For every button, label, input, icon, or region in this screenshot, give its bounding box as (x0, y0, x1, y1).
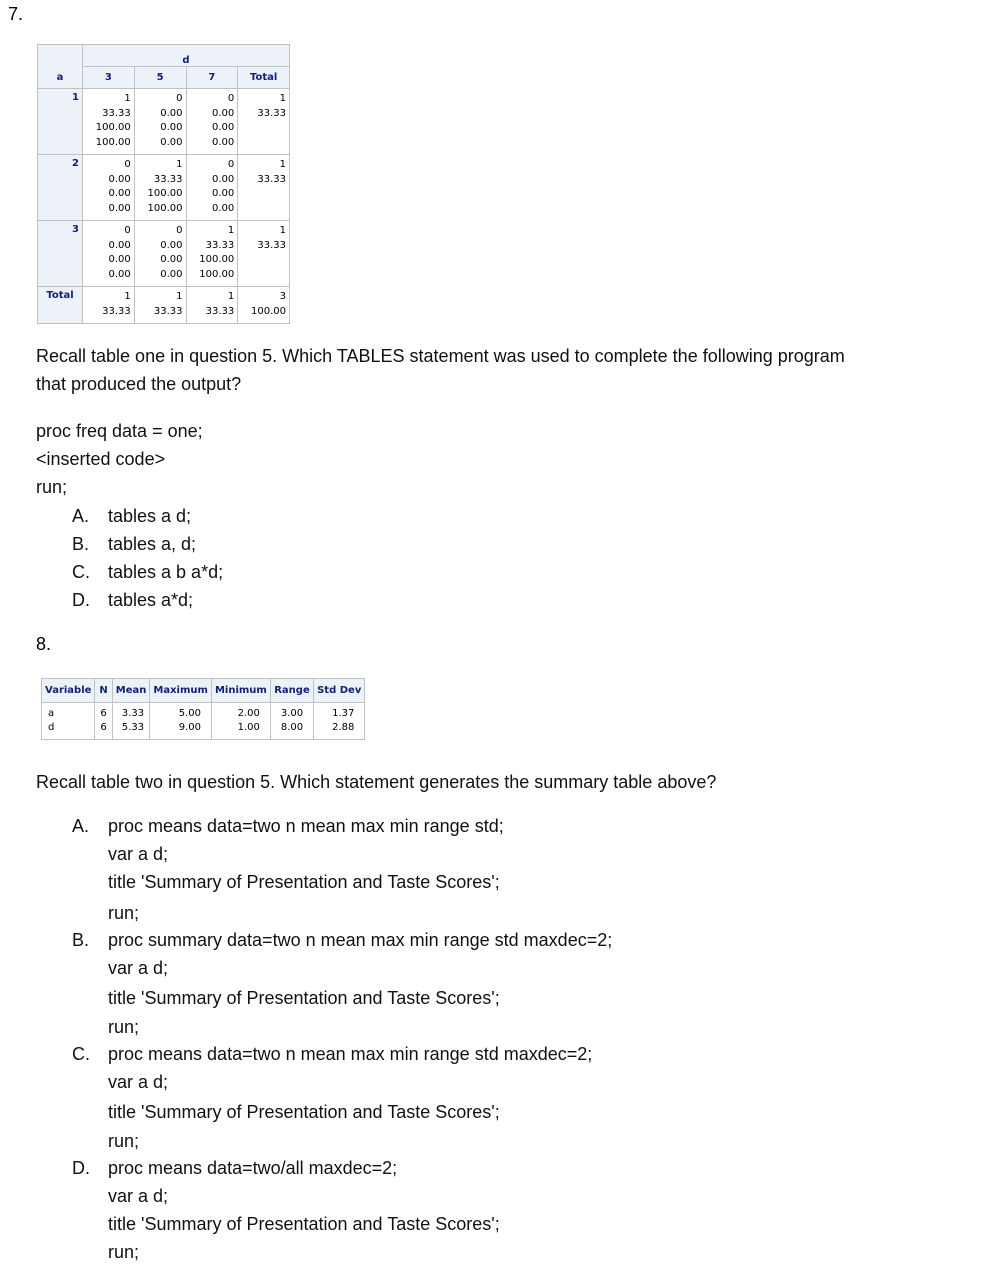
min-cell: 2.00 1.00 (211, 703, 270, 740)
cell: 1 33.33 (238, 89, 290, 155)
code-line: proc freq data = one; (36, 421, 203, 441)
question-7-text: Recall table one in question 5. Which TABLES statement was used to complete the following program that produced the output? (36, 346, 845, 394)
corner-cell (38, 45, 83, 67)
summary-header: Maximum (150, 679, 212, 703)
cell: 0 0.00 0.00 0.00 (83, 155, 135, 221)
question-7-number: 7. (8, 4, 24, 24)
row-label-2: 2 (38, 155, 83, 221)
cell: 0 0.00 0.00 0.00 (83, 221, 135, 287)
question-7-code (36, 417, 203, 501)
crosstab-row-2 (38, 155, 290, 221)
summary-header: Std Dev (314, 679, 365, 703)
max-cell: 5.00 9.00 (150, 703, 212, 740)
cell: 1 33.33 100.00 100.00 (83, 89, 135, 155)
cell: 0 0.00 0.00 0.00 (186, 89, 238, 155)
row-label-1: 1 (38, 89, 83, 155)
cell: 0 0.00 0.00 0.00 (186, 155, 238, 221)
range-cell: 3.00 8.00 (270, 703, 313, 740)
crosstab-row-3 (38, 221, 290, 287)
col-var-header: d (83, 45, 290, 67)
code-line: <inserted code> (36, 449, 166, 469)
cell: 0 0.00 0.00 0.00 (134, 221, 186, 287)
cell: 1 33.33 (238, 221, 290, 287)
row-label-total: Total (38, 287, 83, 324)
code-line: run; (36, 477, 68, 497)
col-header-total: Total (238, 67, 290, 89)
crosstab-table (37, 44, 290, 324)
cell: 1 33.33 (134, 287, 186, 324)
col-header-3: 3 (83, 67, 135, 89)
cell: 1 33.33 100.00 100.00 (186, 221, 238, 287)
row-var-header: a (38, 67, 83, 89)
variable-cell: a d (42, 703, 95, 740)
summary-header: Range (270, 679, 313, 703)
question-8-text: Recall table two in question 5. Which statement generates the summary table above? (36, 772, 717, 792)
col-header-5: 5 (134, 67, 186, 89)
cell: 1 33.33 (238, 155, 290, 221)
cell: 0 0.00 0.00 0.00 (134, 89, 186, 155)
n-cell: 6 6 (95, 703, 112, 740)
question-8-number: 8. (36, 634, 52, 654)
stddev-cell: 1.37 2.88 (314, 703, 365, 740)
cell: 1 33.33 100.00 100.00 (134, 155, 186, 221)
summary-header: Mean (112, 679, 150, 703)
crosstab-row-1 (38, 89, 290, 155)
row-label-3: 3 (38, 221, 83, 287)
crosstab-row-total (38, 287, 290, 324)
cell: 1 33.33 (186, 287, 238, 324)
summary-table (41, 678, 365, 740)
cell: 3 100.00 (238, 287, 290, 324)
mean-cell: 3.33 5.33 (112, 703, 150, 740)
col-header-7: 7 (186, 67, 238, 89)
cell: 1 33.33 (83, 287, 135, 324)
summary-header: N (95, 679, 112, 703)
summary-header: Variable (42, 679, 95, 703)
summary-row (42, 703, 365, 740)
summary-header: Minimum (211, 679, 270, 703)
